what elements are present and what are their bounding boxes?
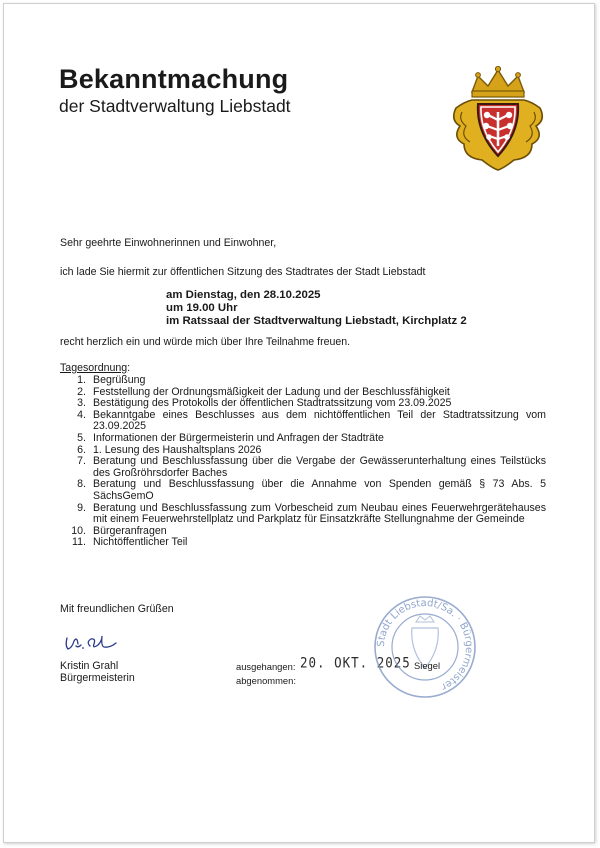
document-title: Bekanntmachung: [59, 64, 289, 94]
invitation-text: ich lade Sie hiermit zur öffentlichen Sitzung des Stadtrates der Stadt Liebstadt: [60, 266, 426, 278]
meeting-details: [166, 289, 467, 328]
removed-label: abgenommen:: [236, 675, 296, 686]
handwritten-signature-icon: [64, 632, 122, 654]
signatory-name: Kristin Grahl: [60, 660, 119, 672]
agenda-item-text: Beratung und Beschlussfassung zum Vorbescheid zum Neubau eines Feuerwehrgerätehauses mit einem Feuerwehrstellplatz und Parkplatz für Einsatzkräfte Stellungnahme der Gemeinde: [93, 501, 546, 526]
agenda-item-text: Begrüßung: [93, 374, 146, 386]
agenda-item-number: 9.: [77, 501, 86, 514]
posted-label: ausgehangen:: [236, 661, 296, 672]
agenda-item-text: Informationen der Bürgermeisterin und Anfragen der Stadträte: [93, 431, 384, 444]
posted-date-stamp: 20. OKT. 2025: [300, 653, 411, 672]
agenda-item-number: 3.: [77, 397, 86, 410]
coat-of-arms-icon: [448, 62, 548, 172]
agenda-item-number: 5.: [77, 431, 86, 444]
agenda-heading: [60, 362, 130, 374]
agenda-item-text: Beratung und Beschlussfassung über die Annahme von Spenden gemäß § 73 Abs. 5 SächsGemO: [93, 478, 546, 502]
agenda-item-text: Bürgeranfragen: [93, 524, 167, 537]
signatory-role: Bürgermeisterin: [60, 672, 135, 684]
agenda-item-number: 11.: [72, 536, 86, 549]
agenda-item-text: Feststellung der Ordnungsmäßigkeit der Ladung und der Beschlussfähigkeit: [93, 385, 450, 398]
agenda-item-text: Bekanntgabe eines Beschlusses aus dem nichtöffentlichen Teil der Stadtratssitzung vom 23.09.2025: [93, 408, 546, 433]
agenda-title-colon: :: [127, 362, 131, 374]
meeting-date: am Dienstag, den 28.10.2025: [166, 289, 321, 301]
closing-greeting: Mit freundlichen Grüßen: [60, 603, 174, 615]
seal-ring-text: Stadt Liebstadt/Sa. · Bürgermeister: [375, 597, 475, 693]
agenda-item-text: Bestätigung des Protokolls der öffentlichen Stadtratssitzung vom 23.09.2025: [93, 397, 452, 410]
agenda-item: [60, 375, 546, 387]
agenda-item-number: 2.: [77, 385, 86, 398]
agenda-item-number: 1.: [77, 374, 86, 386]
agenda-item: [60, 456, 546, 479]
agenda-item-number: 8.: [77, 478, 86, 491]
meeting-time: um 19.00 Uhr: [166, 302, 238, 314]
agenda-item: [60, 410, 546, 433]
agenda-item-number: 10.: [71, 524, 86, 537]
agenda-item-text: Nichtöffentlicher Teil: [93, 536, 188, 549]
agenda-item-number: 6.: [77, 443, 86, 456]
agenda-item-number: 4.: [77, 408, 86, 421]
official-seal-icon: [370, 592, 480, 702]
agenda-item-text: Beratung und Beschlussfassung über die Vergabe der Gewässerunterhaltung eines Teilstücks des Großröhrsdorfer Baches: [93, 455, 546, 479]
agenda-list: [60, 375, 546, 549]
meeting-location: im Ratssaal der Stadtverwaltung Liebstadt, Kirchplatz 2: [166, 315, 467, 327]
agenda-item: [60, 479, 546, 502]
agenda-item-number: 7.: [77, 455, 86, 468]
agenda-item-text: 1. Lesung des Haushaltsplans 2026: [93, 443, 262, 456]
agenda-item: [60, 503, 546, 526]
thanks-text: recht herzlich ein und würde mich über Ihre Teilnahme freuen.: [60, 336, 351, 348]
seal-label: Siegel: [414, 660, 441, 671]
agenda-item: [60, 537, 546, 549]
salutation: Sehr geehrte Einwohnerinnen und Einwohner,: [60, 237, 277, 249]
document-subtitle: der Stadtverwaltung Liebstadt: [59, 96, 291, 116]
agenda-item: [60, 433, 546, 445]
agenda-title: Tagesordnung: [60, 362, 128, 374]
svg-text:Stadt Liebstadt/Sa. · Bürgerme: [376, 598, 474, 693]
